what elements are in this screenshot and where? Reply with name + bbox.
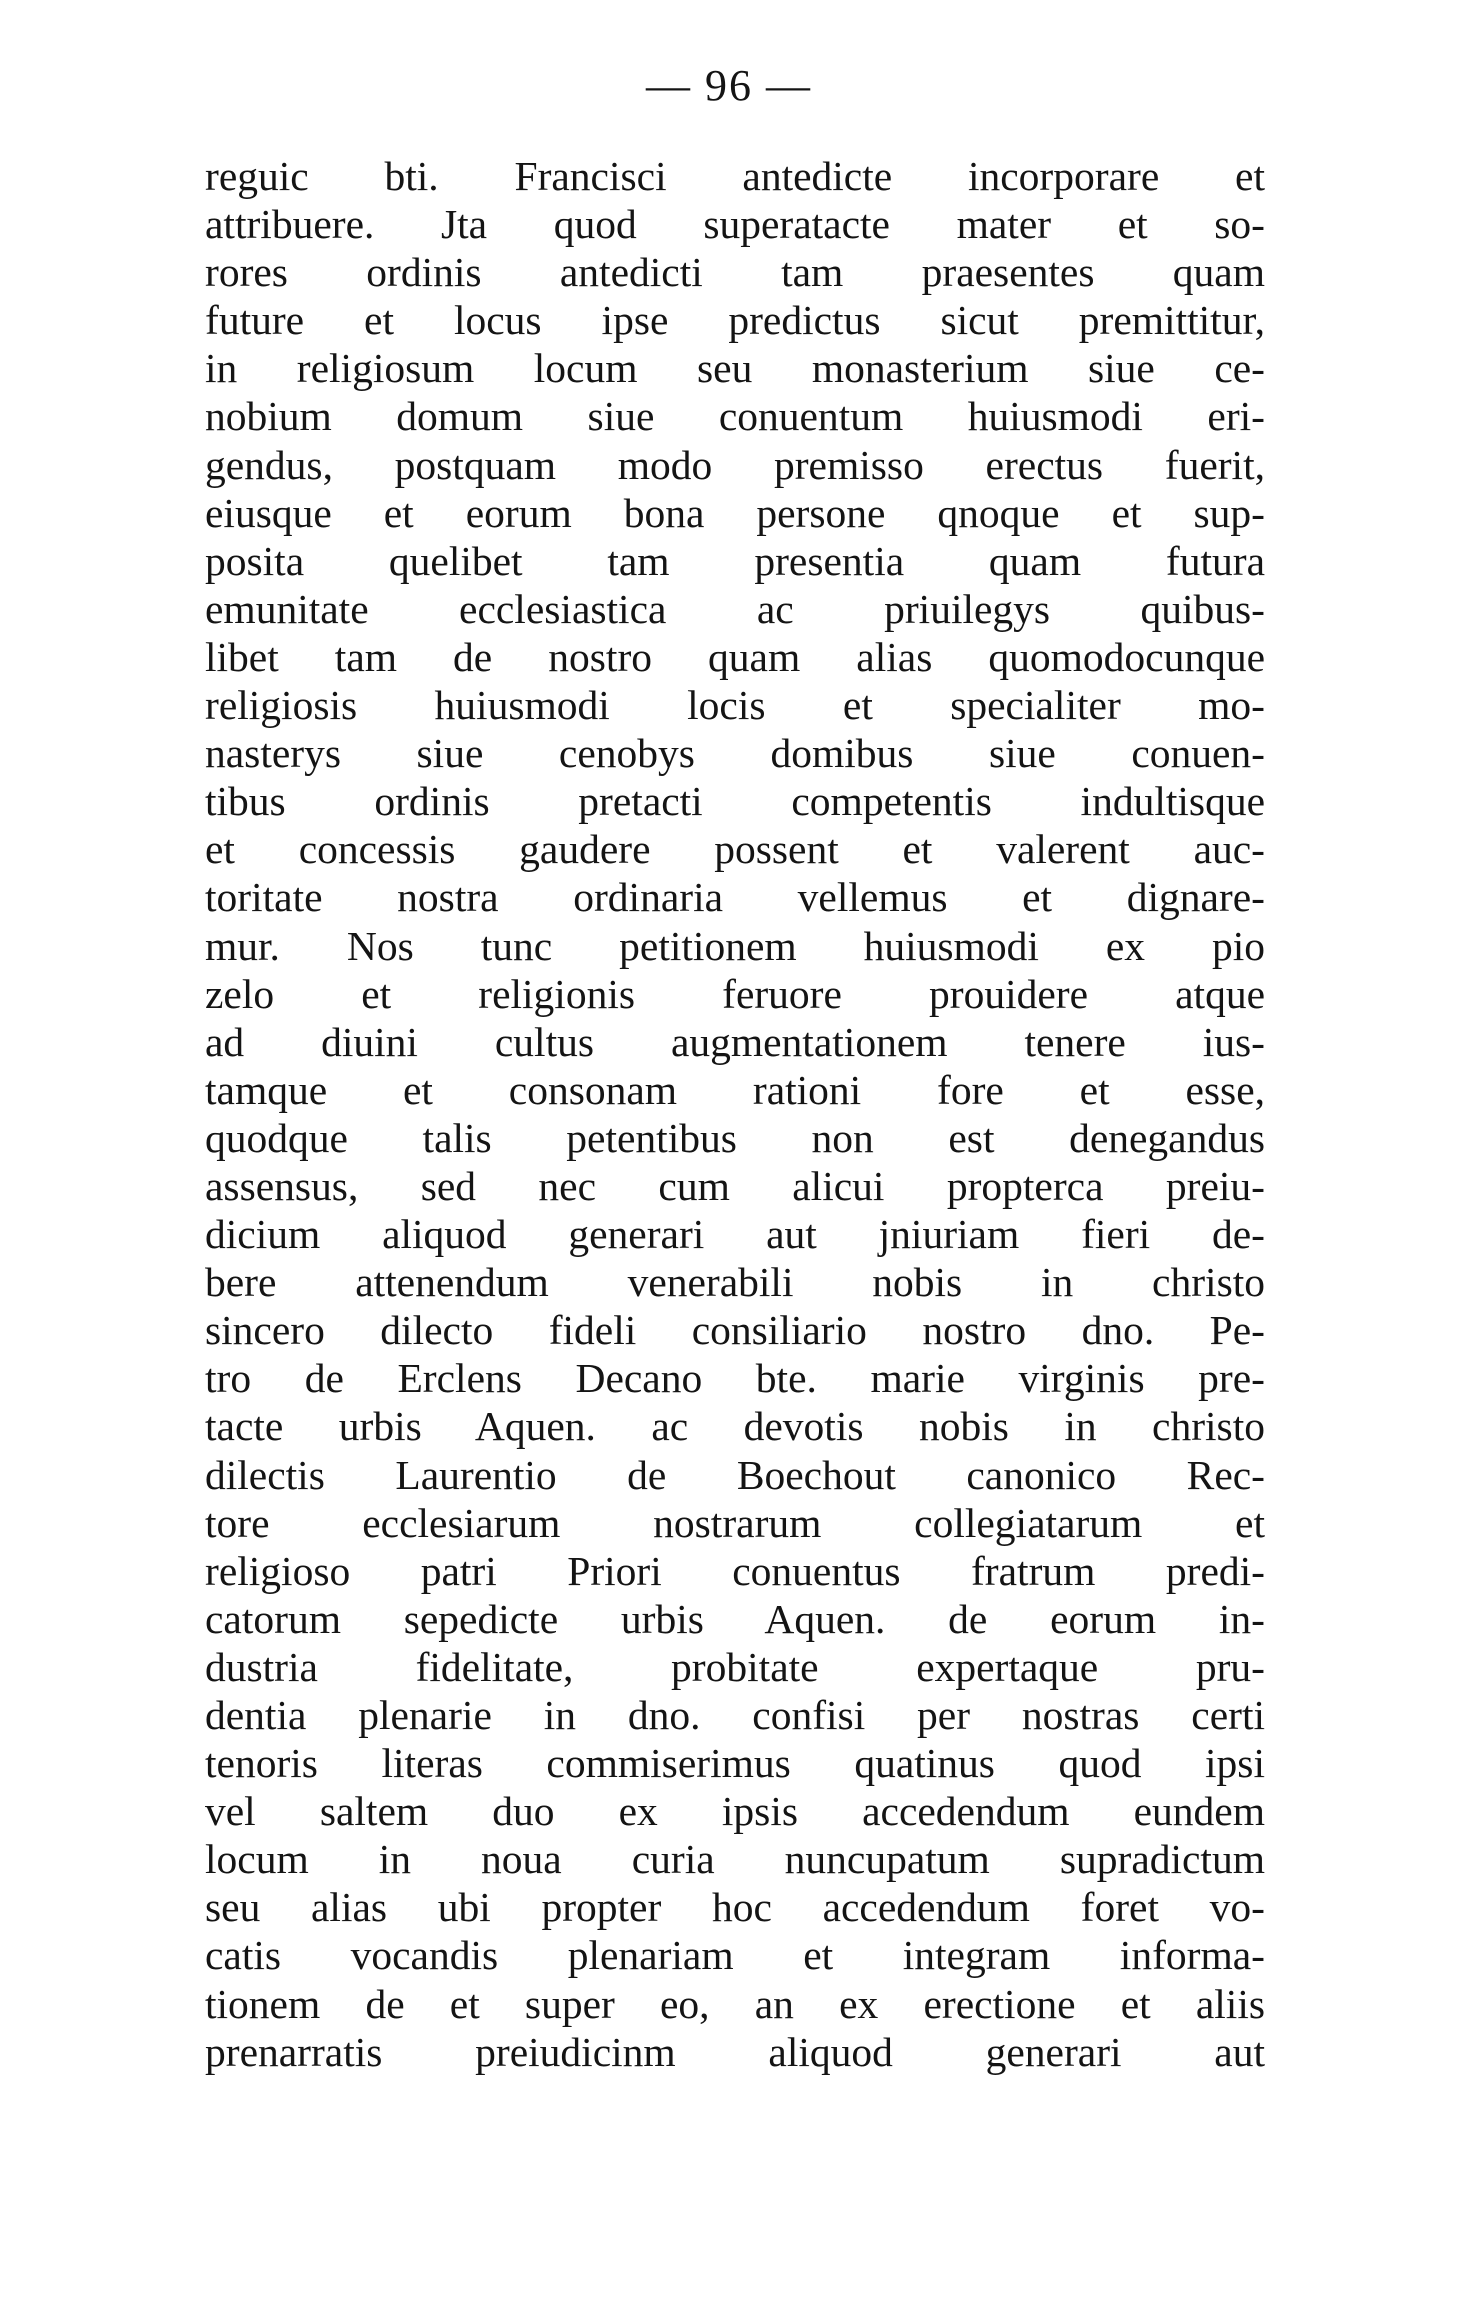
text-line: et concessis gaudere possent et valerent auc- xyxy=(205,826,1265,873)
text-line: religioso patri Priori conuentus fratrum predi- xyxy=(205,1547,1265,1594)
text-line: sincero dilecto fideli consiliario nostro dno. Pe- xyxy=(205,1307,1265,1354)
body-text xyxy=(205,152,1265,2076)
text-line: catorum sepedicte urbis Aquen. de eorum in- xyxy=(205,1595,1265,1642)
text-line: eiusque et eorum bona persone qnoque et sup- xyxy=(205,489,1265,536)
text-line: mur. Nos tunc petitionem huiusmodi ex pio xyxy=(205,922,1265,969)
text-line: dentia plenarie in dno. confisi per nostras certi xyxy=(205,1692,1265,1738)
text-line: reguic bti. Francisci antedicte incorporare et xyxy=(205,153,1265,199)
text-line: catis vocandis plenariam et integram informa- xyxy=(205,1932,1265,1979)
text-line: quodque talis petentibus non est denegandus xyxy=(205,1114,1265,1161)
text-line: dicium aliquod generari aut jniuriam fieri de- xyxy=(205,1211,1265,1258)
text-line: libet tam de nostro quam alias quomodocunque xyxy=(205,633,1265,680)
text-line: dustria fidelitate, probitate expertaque pru- xyxy=(205,1643,1265,1690)
text-line: vel saltem duo ex ipsis accedendum eundem xyxy=(205,1788,1265,1835)
text-line: toritate nostra ordinaria vellemus et dignare- xyxy=(205,874,1265,921)
text-line: ad diuini cultus augmentationem tenere ius- xyxy=(205,1018,1265,1065)
text-line: attribuere. Jta quod superatacte mater et so- xyxy=(205,201,1265,248)
text-line: tacte urbis Aquen. ac devotis nobis in christo xyxy=(205,1403,1265,1450)
text-line: tore ecclesiarum nostrarum collegiatarum et xyxy=(205,1499,1265,1546)
text-line: prenarratis preiudicinm aliquod generari aut xyxy=(205,2028,1265,2075)
text-line: dilectis Laurentio de Boechout canonico Rec- xyxy=(205,1451,1265,1498)
text-line: seu alias ubi propter hoc accedendum foret vo- xyxy=(205,1884,1265,1931)
text-line: tro de Erclens Decano bte. marie virginis pre- xyxy=(205,1355,1265,1402)
text-line: nobium domum siue conuentum huiusmodi eri- xyxy=(205,393,1265,440)
text-line: locum in noua curia nuncupatum supradictum xyxy=(205,1836,1265,1883)
text-line: assensus, sed nec cum alicui propterca preiu- xyxy=(205,1162,1265,1209)
text-line: tamque et consonam rationi fore et esse, xyxy=(205,1066,1265,1113)
page-number: — 96 — xyxy=(646,61,812,110)
text-line: zelo et religionis feruore prouidere atque xyxy=(205,970,1265,1017)
text-line: posita quelibet tam presentia quam futura xyxy=(205,537,1265,584)
text-line: bere attenendum venerabili nobis in christo xyxy=(205,1259,1265,1306)
text-line: rores ordinis antedicti tam praesentes quam xyxy=(205,249,1265,296)
text-line: tenoris literas commiserimus quatinus quod ipsi xyxy=(205,1740,1265,1787)
text-line: nasterys siue cenobys domibus siue conuen- xyxy=(205,730,1265,777)
text-line: in religiosum locum seu monasterium siue ce- xyxy=(205,345,1265,392)
text-line: gendus, postquam modo premisso erectus fuerit, xyxy=(205,441,1265,488)
text-line: emunitate ecclesiastica ac priuilegys quibus- xyxy=(205,585,1265,632)
text-line: future et locus ipse predictus sicut premittitur, xyxy=(205,297,1265,344)
text-line: tionem de et super eo, an ex erectione et aliis xyxy=(205,1980,1265,2027)
text-line: tibus ordinis pretacti competentis indultisque xyxy=(205,778,1265,825)
text-line: religiosis huiusmodi locis et specialiter mo- xyxy=(205,682,1265,729)
